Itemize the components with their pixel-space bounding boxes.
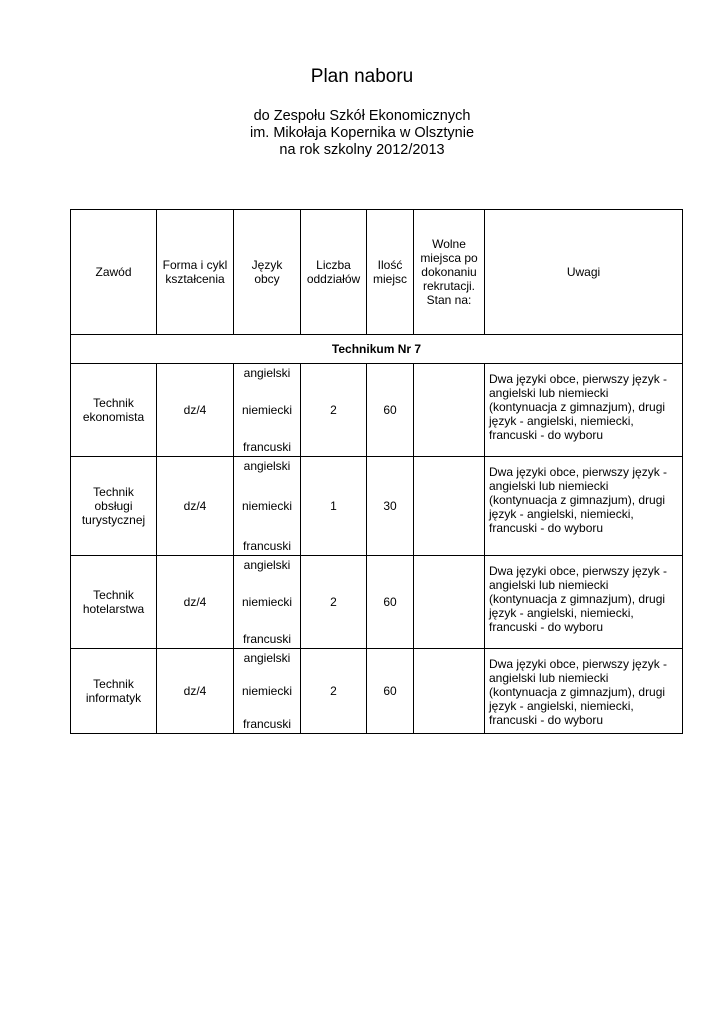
- section-row: [71, 335, 683, 364]
- cell-miejsca: 60: [367, 556, 414, 649]
- cell-uwagi: [485, 364, 683, 457]
- cell-line: hotelarstwa: [82, 602, 145, 616]
- subtitle-line: do Zespołu Szkół Ekonomicznych: [253, 108, 471, 124]
- cell-line: Technik: [93, 485, 134, 499]
- cell-wolne: [414, 457, 485, 556]
- cell-wolne: [414, 649, 485, 734]
- subtitle-line: na rok szkolny 2012/2013: [279, 142, 445, 158]
- cell-line: turystycznej: [81, 513, 146, 527]
- header-uwagi: Uwagi: [485, 210, 683, 335]
- cell-miejsca: 60: [367, 649, 414, 734]
- cell-oddzialy: 2: [301, 364, 367, 457]
- cell-uwagi: [485, 556, 683, 649]
- cell-forma: dz/4: [157, 556, 234, 649]
- header-forma: Forma i cykl kształcenia: [157, 210, 234, 335]
- header-zawod: Zawód: [71, 210, 157, 335]
- language-item: francuski: [242, 539, 292, 553]
- cell-line: (kontynuacja z gimnazjum), drugi: [489, 400, 666, 414]
- cell-oddzialy: 2: [301, 556, 367, 649]
- cell-line: angielski lub niemiecki: [489, 671, 609, 685]
- recruitment-table: [70, 209, 683, 734]
- cell-line: Technik: [93, 588, 134, 602]
- cell-forma: dz/4: [157, 649, 234, 734]
- cell-line: język - angielski, niemiecki,: [489, 507, 634, 521]
- section-title: Technikum Nr 7: [71, 335, 683, 364]
- language-item: niemiecki: [241, 499, 292, 513]
- cell-wolne: [414, 364, 485, 457]
- language-item: niemiecki: [241, 684, 292, 698]
- cell-line: informatyk: [85, 691, 142, 705]
- header-liczba: Liczba oddziałów: [301, 210, 367, 335]
- header-row: [71, 210, 683, 335]
- cell-line: (kontynuacja z gimnazjum), drugi: [489, 685, 666, 699]
- cell-line: Dwa języki obce, pierwszy język -: [489, 564, 668, 578]
- cell-line: (kontynuacja z gimnazjum), drugi: [489, 493, 666, 507]
- cell-line: Dwa języki obce, pierwszy język -: [489, 465, 668, 479]
- language-item: niemiecki: [241, 595, 292, 609]
- language-item: angielski: [243, 558, 291, 572]
- cell-line: język - angielski, niemiecki,: [489, 699, 634, 713]
- cell-uwagi: [485, 457, 683, 556]
- cell-zawod: [71, 556, 157, 649]
- cell-line: Technik: [93, 396, 134, 410]
- table-body: [71, 364, 683, 734]
- language-list: [234, 649, 300, 733]
- cell-line: język - angielski, niemiecki,: [489, 414, 634, 428]
- table-row: [71, 457, 683, 556]
- cell-line: francuski - do wyboru: [489, 521, 604, 535]
- language-item: angielski: [243, 459, 291, 473]
- language-item: francuski: [242, 440, 292, 454]
- cell-miejsca: 60: [367, 364, 414, 457]
- cell-jezyk: [234, 364, 301, 457]
- cell-zawod: [71, 649, 157, 734]
- language-item: niemiecki: [241, 403, 292, 417]
- page-title: Plan naboru: [310, 66, 414, 87]
- cell-line: język - angielski, niemiecki,: [489, 606, 634, 620]
- cell-line: francuski - do wyboru: [489, 620, 604, 634]
- cell-line: angielski lub niemiecki: [489, 386, 609, 400]
- cell-line: obsługi: [94, 499, 133, 513]
- cell-oddzialy: 1: [301, 457, 367, 556]
- cell-oddzialy: 2: [301, 649, 367, 734]
- subtitle-line: im. Mikołaja Kopernika w Olsztynie: [249, 125, 475, 141]
- cell-forma: dz/4: [157, 364, 234, 457]
- cell-line: Technik: [93, 677, 134, 691]
- table-row: [71, 649, 683, 734]
- cell-line: francuski - do wyboru: [489, 428, 604, 442]
- cell-line: Dwa języki obce, pierwszy język -: [489, 657, 668, 671]
- language-item: francuski: [242, 632, 292, 646]
- language-list: [234, 556, 300, 648]
- cell-line: ekonomista: [82, 410, 145, 424]
- table-row: [71, 556, 683, 649]
- cell-jezyk: [234, 556, 301, 649]
- cell-wolne: [414, 556, 485, 649]
- cell-line: angielski lub niemiecki: [489, 578, 609, 592]
- cell-line: (kontynuacja z gimnazjum), drugi: [489, 592, 666, 606]
- cell-line: angielski lub niemiecki: [489, 479, 609, 493]
- header-jezyk: Język obcy: [234, 210, 301, 335]
- table-row: [71, 364, 683, 457]
- language-item: angielski: [243, 651, 291, 665]
- cell-line: Dwa języki obce, pierwszy język -: [489, 372, 668, 386]
- language-list: [234, 457, 300, 555]
- cell-zawod: [71, 364, 157, 457]
- subtitle: [0, 108, 724, 159]
- language-item: francuski: [242, 717, 292, 731]
- language-item: angielski: [243, 366, 291, 380]
- language-list: [234, 364, 300, 456]
- cell-jezyk: [234, 649, 301, 734]
- cell-uwagi: [485, 649, 683, 734]
- cell-miejsca: 30: [367, 457, 414, 556]
- cell-jezyk: [234, 457, 301, 556]
- cell-forma: dz/4: [157, 457, 234, 556]
- cell-zawod: [71, 457, 157, 556]
- header-wolne: Wolne miejsca po dokonaniu rekrutacji. Stan na:: [414, 210, 485, 335]
- cell-line: francuski - do wyboru: [489, 713, 604, 727]
- header-ilosc: Ilość miejsc: [367, 210, 414, 335]
